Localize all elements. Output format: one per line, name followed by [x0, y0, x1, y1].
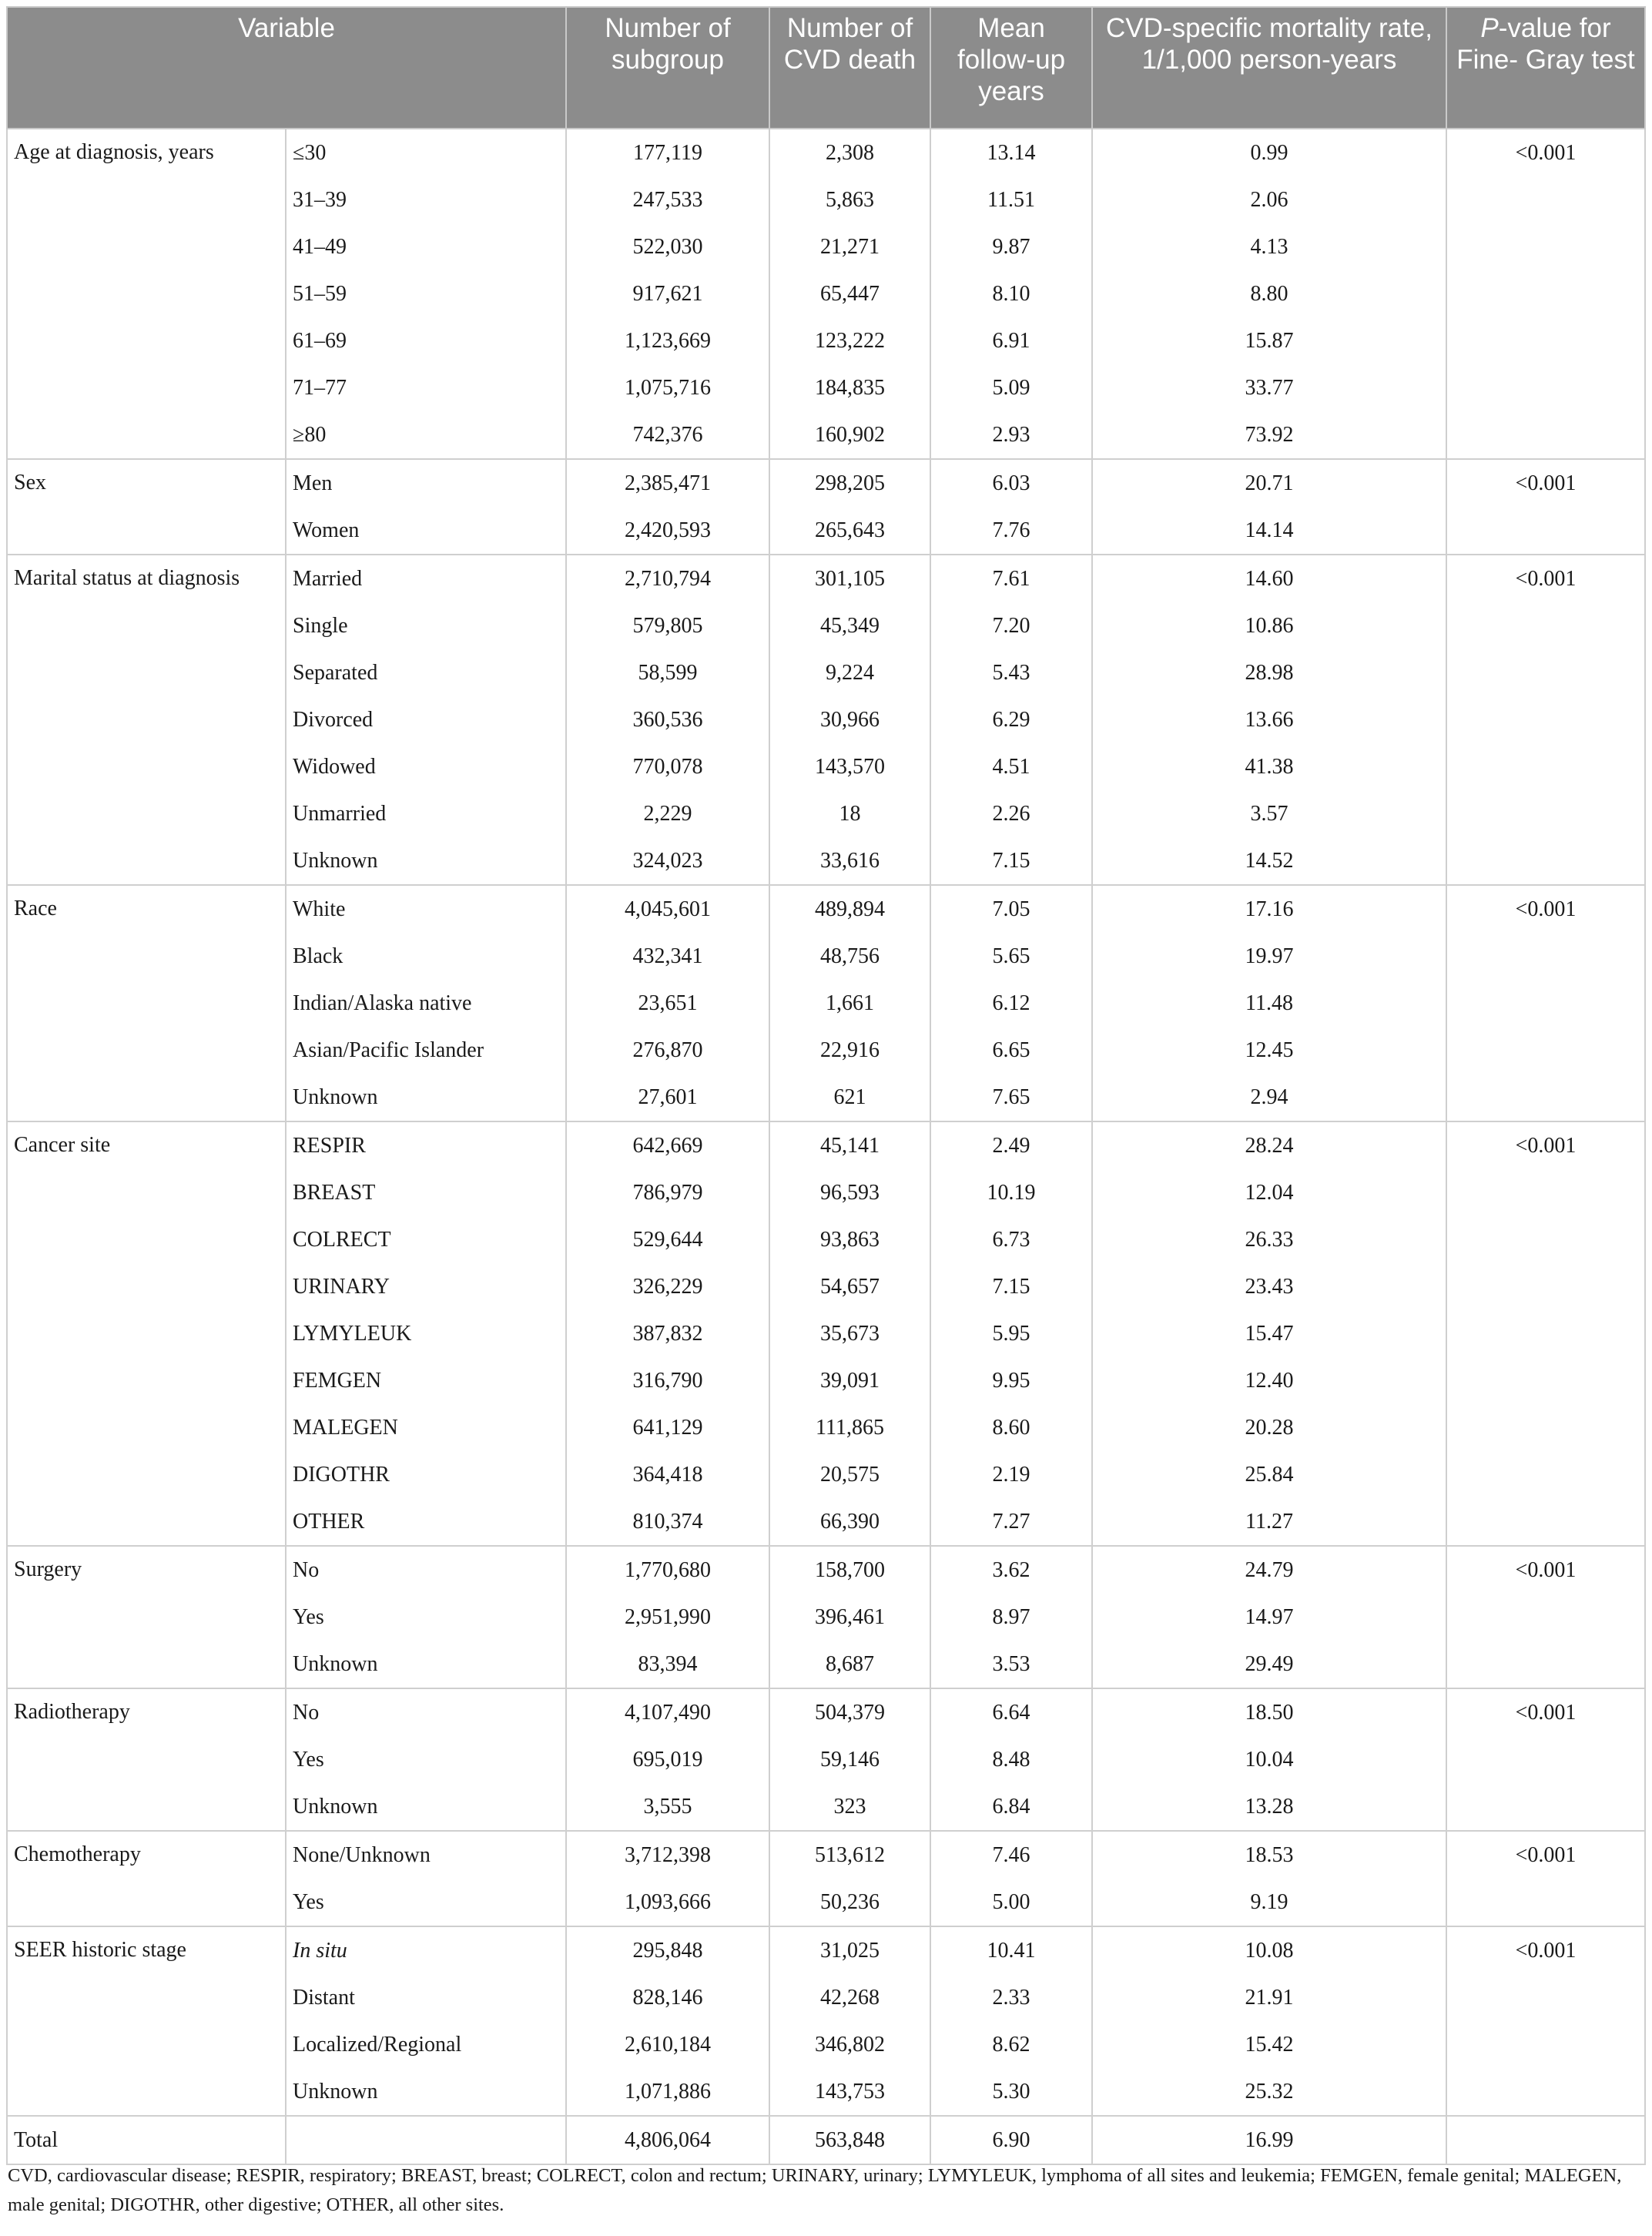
follow-up-cell: 2.19: [930, 1451, 1092, 1498]
follow-up-cell: 7.76: [930, 507, 1092, 555]
cvd-death-cell: 396,461: [769, 1594, 930, 1641]
subgroup-count-cell: 4,107,490: [566, 1688, 769, 1736]
subgroup-cell: FEMGEN: [286, 1357, 566, 1404]
subgroup-cell: No: [286, 1546, 566, 1594]
p-value-cell: [1446, 1169, 1645, 1216]
p-value-cell: <0.001: [1446, 1688, 1645, 1736]
follow-up-cell: 2.26: [930, 790, 1092, 837]
cvd-death-cell: 30,966: [769, 696, 930, 743]
p-value-cell: [1446, 2021, 1645, 2068]
subgroup-count-cell: 2,610,184: [566, 2021, 769, 2068]
cvd-death-cell: 31,025: [769, 1926, 930, 1974]
total-cvd-death: 563,848: [769, 2116, 930, 2164]
subgroup-count-cell: 324,023: [566, 837, 769, 885]
cvd-death-cell: 513,612: [769, 1831, 930, 1879]
subgroup-count-cell: 58,599: [566, 649, 769, 696]
table-body: [7, 129, 1645, 2164]
subgroup-cell: In situ: [286, 1926, 566, 1974]
follow-up-cell: 7.20: [930, 602, 1092, 649]
cvd-death-cell: 158,700: [769, 1546, 930, 1594]
follow-up-cell: 8.48: [930, 1736, 1092, 1783]
follow-up-cell: 5.30: [930, 2068, 1092, 2116]
cvd-death-cell: 504,379: [769, 1688, 930, 1736]
cvd-death-cell: 45,141: [769, 1121, 930, 1169]
total-p-value-blank: [1446, 2116, 1645, 2164]
subgroup-cell: ≤30: [286, 129, 566, 176]
header-p-value: [1446, 7, 1645, 129]
p-value-cell: <0.001: [1446, 1546, 1645, 1594]
follow-up-cell: 10.19: [930, 1169, 1092, 1216]
table-row: [7, 1688, 1645, 1736]
subgroup-cell: Unmarried: [286, 790, 566, 837]
variable-cell: SEER historic stage: [7, 1926, 286, 2116]
total-mortality-rate: 16.99: [1092, 2116, 1446, 2164]
subgroup-count-cell: 1,093,666: [566, 1879, 769, 1926]
variable-cell: Chemotherapy: [7, 1831, 286, 1926]
table-footnote: CVD, cardiovascular disease; RESPIR, respiratory; BREAST, breast; COLRECT, colon and rectum; URINARY, urinary; LYMYLEUK, lymphoma of all sites and leukemia; FEMGEN, female genital; MALEGEN, male genital; DIGOTHR, other digestive; OTHER, all other sites.: [8, 2165, 1622, 2215]
table-row: [7, 885, 1645, 933]
cvd-mortality-table: [6, 6, 1646, 2165]
mortality-rate-cell: 2.06: [1092, 176, 1446, 223]
p-value-cell: [1446, 1451, 1645, 1498]
follow-up-cell: 7.27: [930, 1498, 1092, 1546]
subgroup-cell: Asian/Pacific Islander: [286, 1027, 566, 1074]
p-value-cell: [1446, 317, 1645, 364]
mortality-rate-cell: 13.28: [1092, 1783, 1446, 1831]
cvd-death-cell: 5,863: [769, 176, 930, 223]
variable-cell: Surgery: [7, 1546, 286, 1688]
follow-up-cell: 3.62: [930, 1546, 1092, 1594]
mortality-rate-cell: 13.66: [1092, 696, 1446, 743]
p-value-cell: <0.001: [1446, 129, 1645, 176]
subgroup-cell: Indian/Alaska native: [286, 980, 566, 1027]
p-value-cell: [1446, 696, 1645, 743]
cvd-death-cell: 18: [769, 790, 930, 837]
p-value-cell: [1446, 1879, 1645, 1926]
mortality-rate-cell: 8.80: [1092, 270, 1446, 317]
subgroup-count-cell: 276,870: [566, 1027, 769, 1074]
subgroup-cell: Yes: [286, 1736, 566, 1783]
subgroup-cell: Divorced: [286, 696, 566, 743]
cvd-death-cell: 143,753: [769, 2068, 930, 2116]
follow-up-cell: 8.97: [930, 1594, 1092, 1641]
mortality-rate-cell: 0.99: [1092, 129, 1446, 176]
total-row: [7, 2116, 1645, 2164]
subgroup-count-cell: 27,601: [566, 1074, 769, 1121]
cvd-death-cell: 45,349: [769, 602, 930, 649]
subgroup-count-cell: 786,979: [566, 1169, 769, 1216]
follow-up-cell: 3.53: [930, 1641, 1092, 1688]
p-value-cell: [1446, 837, 1645, 885]
subgroup-cell: MALEGEN: [286, 1404, 566, 1451]
mortality-rate-cell: 41.38: [1092, 743, 1446, 790]
mortality-rate-cell: 33.77: [1092, 364, 1446, 411]
mortality-rate-cell: 10.04: [1092, 1736, 1446, 1783]
header-row: [7, 7, 1645, 129]
p-value-cell: [1446, 1404, 1645, 1451]
subgroup-count-cell: 579,805: [566, 602, 769, 649]
subgroup-count-cell: 522,030: [566, 223, 769, 270]
mortality-rate-cell: 24.79: [1092, 1546, 1446, 1594]
follow-up-cell: 6.12: [930, 980, 1092, 1027]
subgroup-cell: Unknown: [286, 1783, 566, 1831]
subgroup-cell: Localized/Regional: [286, 2021, 566, 2068]
follow-up-cell: 5.95: [930, 1310, 1092, 1357]
p-value-cell: [1446, 1641, 1645, 1688]
mortality-rate-cell: 10.08: [1092, 1926, 1446, 1974]
follow-up-cell: 6.84: [930, 1783, 1092, 1831]
table-row: [7, 459, 1645, 507]
mortality-rate-cell: 14.97: [1092, 1594, 1446, 1641]
subgroup-count-cell: 432,341: [566, 933, 769, 980]
p-value-cell: [1446, 1498, 1645, 1546]
p-value-cell: [1446, 743, 1645, 790]
cvd-death-cell: 489,894: [769, 885, 930, 933]
mortality-rate-cell: 11.48: [1092, 980, 1446, 1027]
p-value-cell: [1446, 1974, 1645, 2021]
subgroup-cell: RESPIR: [286, 1121, 566, 1169]
cvd-death-cell: 323: [769, 1783, 930, 1831]
header-variable: Variable: [7, 7, 566, 129]
subgroup-count-cell: 316,790: [566, 1357, 769, 1404]
subgroup-cell: Single: [286, 602, 566, 649]
variable-cell: Age at diagnosis, years: [7, 129, 286, 459]
cvd-death-cell: 66,390: [769, 1498, 930, 1546]
variable-cell: Cancer site: [7, 1121, 286, 1546]
subgroup-cell: Unknown: [286, 1074, 566, 1121]
p-value-cell: [1446, 1074, 1645, 1121]
mortality-rate-cell: 12.45: [1092, 1027, 1446, 1074]
p-value-cell: [1446, 2068, 1645, 2116]
subgroup-count-cell: 360,536: [566, 696, 769, 743]
header-p-value-rest: -value for Fine- Gray test: [1456, 13, 1635, 75]
subgroup-count-cell: 1,071,886: [566, 2068, 769, 2116]
cvd-death-cell: 2,308: [769, 129, 930, 176]
p-value-cell: [1446, 1594, 1645, 1641]
table-row: [7, 1831, 1645, 1879]
cvd-death-cell: 42,268: [769, 1974, 930, 2021]
cvd-death-cell: 143,570: [769, 743, 930, 790]
subgroup-cell: COLRECT: [286, 1216, 566, 1263]
follow-up-cell: 8.62: [930, 2021, 1092, 2068]
follow-up-cell: 8.10: [930, 270, 1092, 317]
follow-up-cell: 6.03: [930, 459, 1092, 507]
follow-up-cell: 6.64: [930, 1688, 1092, 1736]
mortality-rate-cell: 23.43: [1092, 1263, 1446, 1310]
subgroup-cell: Widowed: [286, 743, 566, 790]
follow-up-cell: 4.51: [930, 743, 1092, 790]
p-value-cell: <0.001: [1446, 459, 1645, 507]
cvd-death-cell: 301,105: [769, 555, 930, 602]
follow-up-cell: 6.73: [930, 1216, 1092, 1263]
cvd-death-cell: 59,146: [769, 1736, 930, 1783]
table-row: [7, 1121, 1645, 1169]
mortality-rate-cell: 25.32: [1092, 2068, 1446, 2116]
cvd-death-cell: 20,575: [769, 1451, 930, 1498]
mortality-rate-cell: 12.40: [1092, 1357, 1446, 1404]
mortality-rate-cell: 21.91: [1092, 1974, 1446, 2021]
subgroup-count-cell: 828,146: [566, 1974, 769, 2021]
cvd-death-cell: 346,802: [769, 2021, 930, 2068]
p-value-cell: [1446, 980, 1645, 1027]
cvd-death-cell: 33,616: [769, 837, 930, 885]
cvd-death-cell: 22,916: [769, 1027, 930, 1074]
header-p-value-italic: P: [1480, 13, 1499, 43]
subgroup-cell: Yes: [286, 1594, 566, 1641]
p-value-cell: [1446, 176, 1645, 223]
follow-up-cell: 2.93: [930, 411, 1092, 459]
mortality-rate-cell: 73.92: [1092, 411, 1446, 459]
cvd-death-cell: 1,661: [769, 980, 930, 1027]
table-header: [7, 7, 1645, 129]
follow-up-cell: 6.91: [930, 317, 1092, 364]
follow-up-cell: 5.09: [930, 364, 1092, 411]
cvd-death-cell: 265,643: [769, 507, 930, 555]
subgroup-count-cell: 810,374: [566, 1498, 769, 1546]
mortality-rate-cell: 15.47: [1092, 1310, 1446, 1357]
follow-up-cell: 10.41: [930, 1926, 1092, 1974]
subgroup-count-cell: 1,075,716: [566, 364, 769, 411]
subgroup-count-cell: 3,712,398: [566, 1831, 769, 1879]
p-value-cell: [1446, 790, 1645, 837]
subgroup-cell: BREAST: [286, 1169, 566, 1216]
p-value-cell: [1446, 411, 1645, 459]
subgroup-cell: No: [286, 1688, 566, 1736]
subgroup-cell: Married: [286, 555, 566, 602]
cvd-death-cell: 35,673: [769, 1310, 930, 1357]
subgroup-count-cell: 529,644: [566, 1216, 769, 1263]
p-value-cell: [1446, 1357, 1645, 1404]
table-container: [6, 6, 1644, 2165]
follow-up-cell: 5.43: [930, 649, 1092, 696]
header-mean-follow-up: Mean follow-up years: [930, 7, 1092, 129]
mortality-rate-cell: 14.52: [1092, 837, 1446, 885]
cvd-death-cell: 96,593: [769, 1169, 930, 1216]
subgroup-count-cell: 2,229: [566, 790, 769, 837]
cvd-death-cell: 8,687: [769, 1641, 930, 1688]
subgroup-count-cell: 83,394: [566, 1641, 769, 1688]
subgroup-cell: LYMYLEUK: [286, 1310, 566, 1357]
p-value-cell: [1446, 1736, 1645, 1783]
mortality-rate-cell: 17.16: [1092, 885, 1446, 933]
subgroup-count-cell: 1,123,669: [566, 317, 769, 364]
total-subgroup-blank: [286, 2116, 566, 2164]
follow-up-cell: 6.65: [930, 1027, 1092, 1074]
table-row: [7, 555, 1645, 602]
p-value-cell: <0.001: [1446, 885, 1645, 933]
follow-up-cell: 9.95: [930, 1357, 1092, 1404]
table-row: [7, 1546, 1645, 1594]
variable-cell: Sex: [7, 459, 286, 555]
mortality-rate-cell: 25.84: [1092, 1451, 1446, 1498]
cvd-death-cell: 621: [769, 1074, 930, 1121]
subgroup-cell: 61–69: [286, 317, 566, 364]
subgroup-count-cell: 247,533: [566, 176, 769, 223]
p-value-cell: <0.001: [1446, 1121, 1645, 1169]
subgroup-cell: 71–77: [286, 364, 566, 411]
mortality-rate-cell: 26.33: [1092, 1216, 1446, 1263]
mortality-rate-cell: 9.19: [1092, 1879, 1446, 1926]
subgroup-count-cell: 387,832: [566, 1310, 769, 1357]
cvd-death-cell: 184,835: [769, 364, 930, 411]
follow-up-cell: 7.61: [930, 555, 1092, 602]
follow-up-cell: 7.46: [930, 1831, 1092, 1879]
p-value-cell: [1446, 1310, 1645, 1357]
p-value-cell: [1446, 1783, 1645, 1831]
cvd-death-cell: 54,657: [769, 1263, 930, 1310]
subgroup-cell: DIGOTHR: [286, 1451, 566, 1498]
mortality-rate-cell: 18.53: [1092, 1831, 1446, 1879]
mortality-rate-cell: 20.28: [1092, 1404, 1446, 1451]
mortality-rate-cell: 28.24: [1092, 1121, 1446, 1169]
subgroup-count-cell: 2,420,593: [566, 507, 769, 555]
mortality-rate-cell: 12.04: [1092, 1169, 1446, 1216]
subgroup-cell: White: [286, 885, 566, 933]
subgroup-count-cell: 742,376: [566, 411, 769, 459]
subgroup-cell: 31–39: [286, 176, 566, 223]
subgroup-count-cell: 917,621: [566, 270, 769, 317]
subgroup-cell: Men: [286, 459, 566, 507]
p-value-cell: [1446, 1216, 1645, 1263]
subgroup-count-cell: 177,119: [566, 129, 769, 176]
p-value-cell: <0.001: [1446, 1926, 1645, 1974]
p-value-cell: <0.001: [1446, 1831, 1645, 1879]
subgroup-cell: ≥80: [286, 411, 566, 459]
mortality-rate-cell: 14.14: [1092, 507, 1446, 555]
total-label: Total: [7, 2116, 286, 2164]
p-value-cell: [1446, 223, 1645, 270]
p-value-cell: [1446, 649, 1645, 696]
subgroup-cell: URINARY: [286, 1263, 566, 1310]
cvd-death-cell: 93,863: [769, 1216, 930, 1263]
subgroup-cell: 51–59: [286, 270, 566, 317]
subgroup-count-cell: 364,418: [566, 1451, 769, 1498]
mortality-rate-cell: 19.97: [1092, 933, 1446, 980]
header-number-of-cvd-death: Number of CVD death: [769, 7, 930, 129]
subgroup-cell: Women: [286, 507, 566, 555]
subgroup-count-cell: 295,848: [566, 1926, 769, 1974]
cvd-death-cell: 50,236: [769, 1879, 930, 1926]
subgroup-count-cell: 1,770,680: [566, 1546, 769, 1594]
mortality-rate-cell: 3.57: [1092, 790, 1446, 837]
subgroup-count-cell: 3,555: [566, 1783, 769, 1831]
p-value-cell: [1446, 270, 1645, 317]
cvd-death-cell: 160,902: [769, 411, 930, 459]
subgroup-count-cell: 770,078: [566, 743, 769, 790]
follow-up-cell: 13.14: [930, 129, 1092, 176]
table-row: [7, 129, 1645, 176]
follow-up-cell: 2.33: [930, 1974, 1092, 2021]
mortality-rate-cell: 28.98: [1092, 649, 1446, 696]
p-value-cell: [1446, 1027, 1645, 1074]
header-number-of-subgroup: Number of subgroup: [566, 7, 769, 129]
subgroup-cell: None/Unknown: [286, 1831, 566, 1879]
follow-up-cell: 7.15: [930, 1263, 1092, 1310]
follow-up-cell: 8.60: [930, 1404, 1092, 1451]
p-value-cell: <0.001: [1446, 555, 1645, 602]
subgroup-cell: Unknown: [286, 837, 566, 885]
mortality-rate-cell: 2.94: [1092, 1074, 1446, 1121]
cvd-death-cell: 111,865: [769, 1404, 930, 1451]
subgroup-cell: Yes: [286, 1879, 566, 1926]
subgroup-count-cell: 4,045,601: [566, 885, 769, 933]
subgroup-cell: 41–49: [286, 223, 566, 270]
follow-up-cell: 7.15: [930, 837, 1092, 885]
follow-up-cell: 5.00: [930, 1879, 1092, 1926]
follow-up-cell: 2.49: [930, 1121, 1092, 1169]
mortality-rate-cell: 11.27: [1092, 1498, 1446, 1546]
subgroup-count-cell: 2,385,471: [566, 459, 769, 507]
mortality-rate-cell: 29.49: [1092, 1641, 1446, 1688]
mortality-rate-cell: 10.86: [1092, 602, 1446, 649]
subgroup-cell: Distant: [286, 1974, 566, 2021]
follow-up-cell: 6.29: [930, 696, 1092, 743]
subgroup-count-cell: 642,669: [566, 1121, 769, 1169]
subgroup-count-cell: 695,019: [566, 1736, 769, 1783]
cvd-death-cell: 39,091: [769, 1357, 930, 1404]
variable-cell: Marital status at diagnosis: [7, 555, 286, 885]
cvd-death-cell: 123,222: [769, 317, 930, 364]
mortality-rate-cell: 20.71: [1092, 459, 1446, 507]
cvd-death-cell: 48,756: [769, 933, 930, 980]
table-row: [7, 1926, 1645, 1974]
subgroup-cell: OTHER: [286, 1498, 566, 1546]
follow-up-cell: 9.87: [930, 223, 1092, 270]
p-value-cell: [1446, 364, 1645, 411]
follow-up-cell: 5.65: [930, 933, 1092, 980]
subgroup-cell: Unknown: [286, 1641, 566, 1688]
total-subgroup-count: 4,806,064: [566, 2116, 769, 2164]
subgroup-count-cell: 641,129: [566, 1404, 769, 1451]
cvd-death-cell: 65,447: [769, 270, 930, 317]
follow-up-cell: 11.51: [930, 176, 1092, 223]
mortality-rate-cell: 14.60: [1092, 555, 1446, 602]
subgroup-cell: Separated: [286, 649, 566, 696]
p-value-cell: [1446, 933, 1645, 980]
variable-cell: Radiotherapy: [7, 1688, 286, 1831]
cvd-death-cell: 21,271: [769, 223, 930, 270]
p-value-cell: [1446, 1263, 1645, 1310]
mortality-rate-cell: 15.87: [1092, 317, 1446, 364]
total-follow-up: 6.90: [930, 2116, 1092, 2164]
subgroup-count-cell: 2,951,990: [566, 1594, 769, 1641]
follow-up-cell: 7.65: [930, 1074, 1092, 1121]
p-value-cell: [1446, 507, 1645, 555]
mortality-rate-cell: 15.42: [1092, 2021, 1446, 2068]
follow-up-cell: 7.05: [930, 885, 1092, 933]
cvd-death-cell: 9,224: [769, 649, 930, 696]
subgroup-count-cell: 23,651: [566, 980, 769, 1027]
header-mortality-rate: CVD-specific mortality rate, 1/1,000 person-years: [1092, 7, 1446, 129]
subgroup-cell: Unknown: [286, 2068, 566, 2116]
subgroup-cell: Black: [286, 933, 566, 980]
cvd-death-cell: 298,205: [769, 459, 930, 507]
subgroup-count-cell: 2,710,794: [566, 555, 769, 602]
variable-cell: Race: [7, 885, 286, 1121]
p-value-cell: [1446, 602, 1645, 649]
subgroup-count-cell: 326,229: [566, 1263, 769, 1310]
mortality-rate-cell: 18.50: [1092, 1688, 1446, 1736]
mortality-rate-cell: 4.13: [1092, 223, 1446, 270]
